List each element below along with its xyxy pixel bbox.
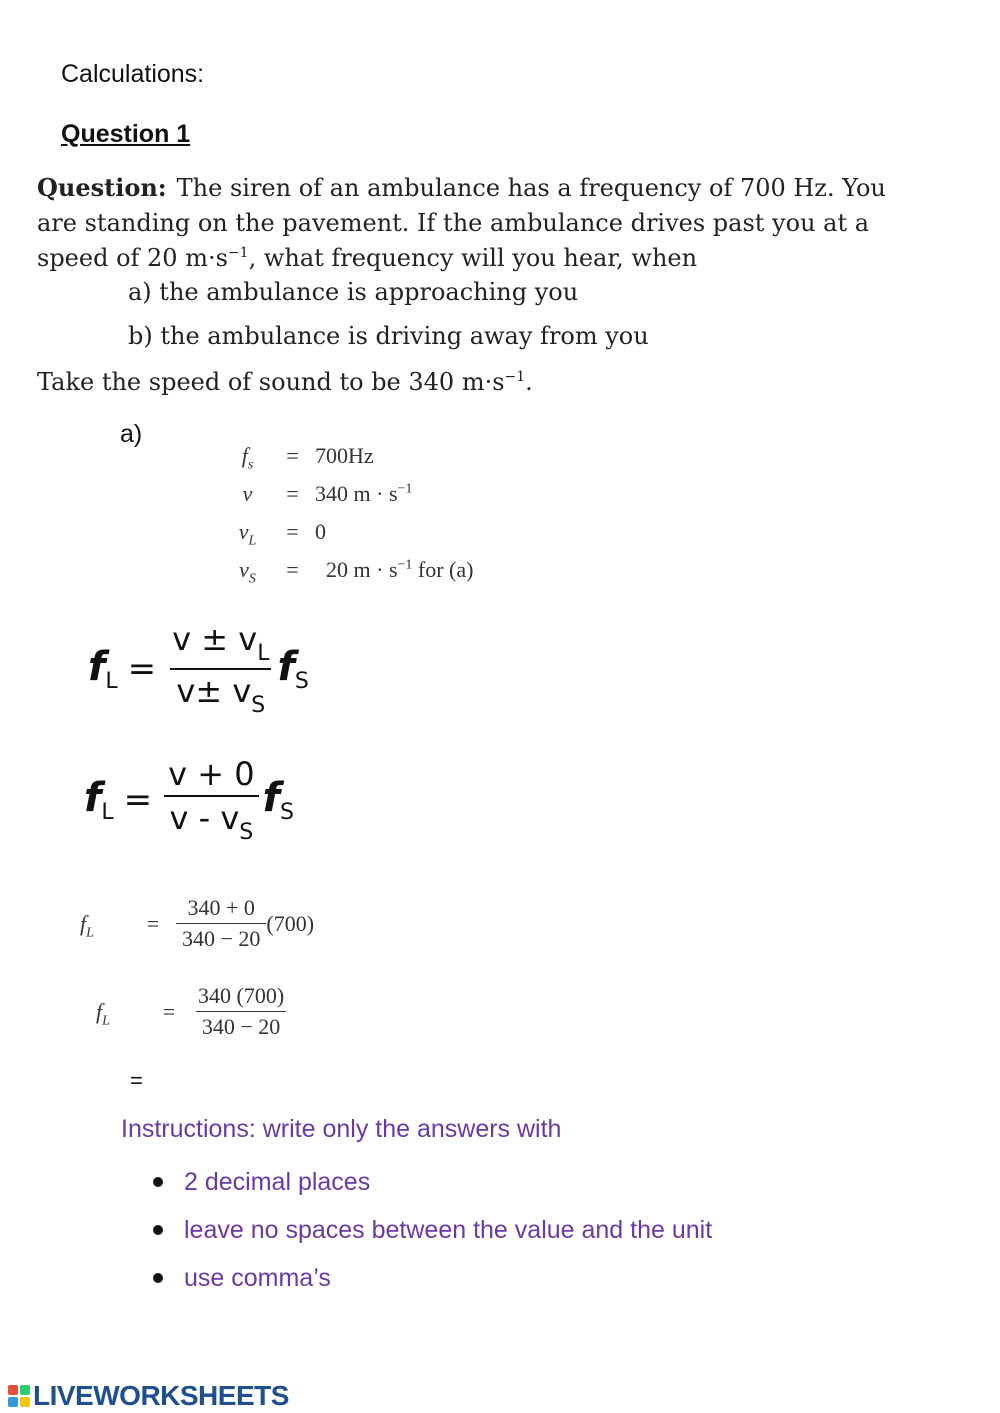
given-row-fs bbox=[225, 437, 575, 475]
formula-rhs: $f_S$ bbox=[277, 644, 309, 694]
calc-denominator: 340 − 20 bbox=[176, 923, 266, 952]
speed-of-sound-note bbox=[37, 368, 533, 396]
calc-lhs: $f_L$ bbox=[80, 910, 94, 940]
formula-equals: = bbox=[123, 780, 153, 820]
calc-equals: = bbox=[162, 998, 176, 1024]
given-value: 0 bbox=[315, 519, 326, 544]
given-symbol: $v_L$ bbox=[238, 519, 257, 549]
formula-fraction bbox=[162, 755, 260, 845]
given-value: 20 $m \cdot s^{-1}$ for (a) bbox=[315, 557, 474, 582]
formula-equals: = bbox=[127, 649, 157, 689]
calc-numerator: 340 + 0 bbox=[187, 895, 255, 920]
problem-item-a: a) the ambulance is approaching you bbox=[128, 278, 579, 306]
take-text: Take the speed of sound to be 340 m·s bbox=[37, 368, 505, 396]
given-row-vs bbox=[225, 551, 575, 589]
list-item: use comma’s bbox=[150, 1254, 712, 1302]
calculation-step-1 bbox=[80, 895, 314, 952]
formula-denominator: v - $v_S$ bbox=[164, 795, 260, 845]
givens-table bbox=[225, 437, 575, 589]
problem-item-b: b) the ambulance is driving away from you bbox=[128, 322, 649, 350]
calculation-step-2 bbox=[96, 983, 290, 1040]
problem-exponent: −1 bbox=[227, 245, 249, 261]
given-equals: = bbox=[286, 557, 299, 582]
given-row-vl bbox=[225, 513, 575, 551]
liveworksheets-logo bbox=[8, 1380, 289, 1412]
given-value: 340 $m \cdot s^{-1}$ bbox=[315, 481, 413, 506]
calc-multiplier: (700) bbox=[266, 910, 315, 936]
given-symbol: $f_s$ bbox=[241, 443, 254, 473]
list-item: 2 decimal places bbox=[150, 1158, 712, 1206]
formula-lhs: $f_L$ bbox=[88, 644, 118, 694]
calc-lhs: $f_L$ bbox=[96, 998, 110, 1028]
problem-label: Question: bbox=[37, 173, 167, 202]
given-equals: = bbox=[286, 519, 299, 544]
bullet-icon bbox=[153, 1225, 163, 1235]
instructions-list bbox=[150, 1158, 712, 1302]
problem-statement bbox=[37, 170, 927, 276]
question-title: Question 1 bbox=[61, 120, 191, 148]
doppler-formula-general bbox=[88, 620, 309, 718]
formula-fraction bbox=[166, 620, 275, 718]
bullet-icon bbox=[153, 1273, 163, 1283]
instructions-title: Instructions: write only the answers with bbox=[121, 1115, 562, 1143]
problem-text-end: , what frequency will you hear, when bbox=[248, 244, 698, 272]
answer-equals: = bbox=[130, 1068, 143, 1093]
calc-fraction bbox=[176, 895, 266, 952]
calculations-heading: Calculations: bbox=[61, 60, 205, 88]
logo-square bbox=[8, 1385, 18, 1395]
formula-denominator: $v\pm v_S$ bbox=[170, 668, 271, 718]
logo-square bbox=[20, 1385, 30, 1395]
calc-equals: = bbox=[146, 910, 160, 936]
logo-square bbox=[20, 1397, 30, 1407]
calc-denominator: 340 − 20 bbox=[196, 1011, 286, 1040]
list-item: leave no spaces between the value and the unit bbox=[150, 1206, 712, 1254]
take-exponent: −1 bbox=[504, 369, 526, 385]
formula-lhs: $f_L$ bbox=[84, 775, 114, 825]
given-row-v bbox=[225, 475, 575, 513]
logo-text: LIVEWORKSHEETS bbox=[33, 1380, 289, 1411]
given-equals: = bbox=[286, 481, 299, 506]
formula-numerator: v + 0 bbox=[168, 755, 255, 793]
problem-text: The siren of an ambulance has a frequency of 700 Hz. You are standing on the pavement. If the ambulance drives past you at a speed of 20 m·s bbox=[37, 174, 886, 272]
logo-grid-icon bbox=[8, 1385, 30, 1407]
part-a-label: a) bbox=[120, 420, 143, 448]
doppler-formula-specific bbox=[84, 755, 294, 845]
formula-numerator: $v \pm v_L$ bbox=[172, 620, 270, 666]
given-symbol: $v_S$ bbox=[239, 557, 256, 587]
logo-square bbox=[8, 1397, 18, 1407]
given-equals: = bbox=[286, 443, 299, 468]
calc-fraction bbox=[192, 983, 290, 1040]
given-value: 700Hz bbox=[315, 443, 374, 468]
formula-rhs: $f_S$ bbox=[262, 775, 294, 825]
bullet-icon bbox=[153, 1177, 163, 1187]
take-end: . bbox=[525, 368, 533, 396]
given-symbol: v bbox=[242, 481, 253, 506]
calc-numerator: 340 (700) bbox=[198, 983, 285, 1008]
